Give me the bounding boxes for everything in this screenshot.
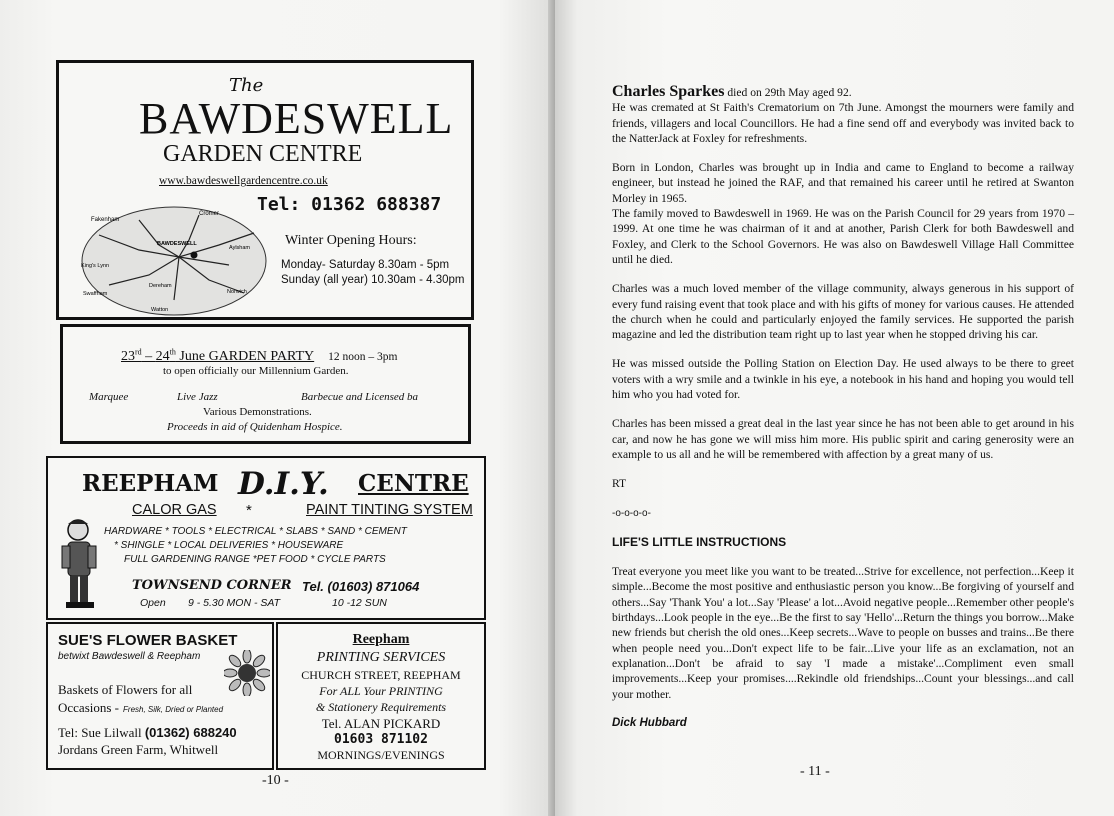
sunflower-image <box>224 650 270 696</box>
map-label: Norwich <box>227 289 247 295</box>
obituary-article <box>612 84 1074 745</box>
obituary-paragraph-1: He was cremated at St Faith's Crematorium on 7th June. Amongst the mourners were family and friends, villagers and local Councillors. He had a fine send off and everybody was invited back to the NatterJack at Foxley for refreshments. <box>612 101 1074 145</box>
diy-products-line-3: FULL GARDENING RANGE *PET FOOD * CYCLE PARTS <box>124 554 386 565</box>
diy-name-diy: D.I.Y. <box>238 466 329 502</box>
map-label: BAWDESWELL <box>157 241 197 247</box>
reepham-diy-ad <box>46 456 486 620</box>
reepham-printing-ad <box>276 622 486 770</box>
printing-hours: MORNINGS/EVENINGS <box>317 748 445 762</box>
printing-phone-number: 01603 871102 <box>334 732 428 747</box>
printing-for-all: For ALL Your PRINTING <box>319 684 443 698</box>
map-label: Fakenham <box>91 217 120 223</box>
map-label: Aylsham <box>229 245 250 251</box>
printing-title: Reepham <box>352 632 410 647</box>
printing-services: PRINTING SERVICES <box>316 650 446 665</box>
diy-telephone: Tel. (01603) 871064 <box>302 579 420 594</box>
diy-calor-gas: CALOR GAS <box>132 502 217 518</box>
obituary-paragraph-6: Charles has been missed a great deal in the last year since he has not been able to get around in his car, and now he has gone we will miss him more. His public spirit and caring generosity were an example to us all and he will be remembered with affection by a great many of us. <box>612 417 1074 461</box>
diy-open-label: Open <box>140 597 166 609</box>
ad-the: The <box>229 75 264 96</box>
diy-separator-star: * <box>246 502 252 519</box>
diy-sunday-hours: 10 -12 SUN <box>332 597 387 609</box>
party-date: 23rd – 24th June GARDEN PARTY 12 noon – 3pm <box>121 347 398 364</box>
map-label: Swaffham <box>83 291 108 297</box>
party-time: 12 noon – 3pm <box>328 350 398 363</box>
obituary-paragraph-4: Charles was a much loved member of the village community, always generous in his support of every fund raising event that took place and with his gifts of money for various causes. He attended the church when he could and particularly enjoyed the family services. He supported the parish magazine and led the distribution team right up to last year when he stopped driving his car. <box>612 282 1074 342</box>
party-jazz: Live Jazz <box>177 391 218 403</box>
page-number-left: -10 - <box>262 773 289 788</box>
diy-location: TOWNSEND CORNER <box>132 578 292 593</box>
sue-telephone: Tel: Sue Lilwall (01362) 688240 <box>58 725 237 740</box>
garden-party-notice <box>60 324 471 444</box>
ad-business-name: BAWDESWELL <box>139 94 454 143</box>
printing-contact: Tel. ALAN PICKARD <box>321 716 441 731</box>
sue-business-name: SUE'S FLOWER BASKET <box>58 632 238 649</box>
ad-telephone: Tel: 01362 688387 <box>257 194 442 215</box>
sue-address: Jordans Green Farm, Whitwell <box>58 742 219 757</box>
diy-products-line-1: HARDWARE * TOOLS * ELECTRICAL * SLABS * SAND * CEMENT <box>104 526 407 537</box>
party-proceeds: Proceeds in aid of Quidenham Hospice. <box>167 421 343 433</box>
party-purpose: to open officially our Millennium Garden. <box>163 365 349 377</box>
diy-paint-tinting: PAINT TINTING SYSTEM <box>306 502 473 518</box>
diy-weekday-hours: 9 - 5.30 MON - SAT <box>188 597 280 609</box>
sue-line-1: Baskets of Flowers for all <box>58 682 193 697</box>
obituary-paragraph-5: He was missed outside the Polling Station on Election Day. He used always to be there to greet voters with a wry smile and a twinkle in his eye, a notebook in his hand and hoping you would tell him who you had voted for. <box>612 357 1074 402</box>
printing-address: CHURCH STREET, REEPHAM <box>301 668 461 682</box>
obituary-paragraph-2: Born in London, Charles was brought up in India and came to England to become a railway engineer, but instead he joined the RAF, and that remained his career until he retired at Swanton Morley in 1965. <box>612 161 1074 205</box>
page-number-right: - 11 - <box>800 764 830 779</box>
bawdeswell-garden-centre-ad <box>56 60 474 320</box>
ad-subtitle: GARDEN CENTRE <box>163 141 363 167</box>
map-label: King's Lynn <box>81 263 110 269</box>
instructions-author: Dick Hubbard <box>612 716 687 729</box>
handyman-figure-image <box>58 516 102 612</box>
map-label: Watton <box>151 307 169 313</box>
ad-website: www.bawdeswellgardencentre.co.uk <box>159 175 328 187</box>
sues-flower-basket-ad <box>46 622 274 770</box>
author-initials: RT <box>612 477 627 491</box>
printing-stationery: & Stationery Requirements <box>315 700 447 714</box>
ad-weekday-hours: Monday- Saturday 8.30am - 5pm <box>281 259 450 271</box>
party-barbecue: Barbecue and Licensed ba <box>301 391 418 403</box>
ad-sunday-hours: Sunday (all year) 10.30am - 4.30pm <box>281 274 465 286</box>
obituary-title: Charles Sparkes <box>612 83 725 100</box>
obituary-heading <box>612 84 1074 100</box>
party-marquee: Marquee <box>89 391 129 403</box>
section-separator: -o-o-o-o- <box>612 507 651 519</box>
map-label: Cromer <box>199 211 220 217</box>
diy-products-line-2: * SHINGLE * LOCAL DELIVERIES * HOUSEWARE <box>114 540 344 551</box>
diy-name-reepham: REEPHAM <box>82 470 219 497</box>
instructions-title: LIFE'S LITTLE INSTRUCTIONS <box>612 534 787 549</box>
obituary-paragraph-3: The family moved to Bawdeswell in 1969. He was on the Parish Council for 29 years from 1970 – 1999. At one time he was chairman of it and at another, Parish Clerk for both Bawdeswell and Foxley, and Clerk to the School Governors. He was also on Bawdeswell Village Hall Committee until he died. <box>612 207 1074 266</box>
ad-winter-hours-heading: Winter Opening Hours: <box>285 233 417 248</box>
obituary-died-line: died on 29th May aged 92. <box>724 86 852 99</box>
left-page <box>0 0 555 816</box>
location-map-image <box>79 205 269 317</box>
party-demonstrations: Various Demonstrations. <box>203 406 312 418</box>
instructions-body: Treat everyone you meet like you want to be treated...Strive for excellence, not perfection...Keep it simple...Become the most positive and enthusiastic person you know...Be forgiving of yourself and others...Say 'Thank You' a lot...Say 'Please' a lot...Avoid negative people...Remember other people's birthdays...Look people in the eye...Be the first to say 'Hello'...Return the things you borrow...Make new friends but cherish the old ones...Keep secrets...Wave to people on busses and trains...Be there when people need you...Don't expect life to be fair...Live your life as an exclamation, not an explanation...Don't be afraid to say 'I made a mistake'...Compliment even small improvements...Keep your promises....Rekindle old friendships...Count your blessings...and call your mother. <box>612 565 1074 701</box>
sue-line-2: Occasions - Fresh, Silk, Dried or Planted <box>58 700 224 715</box>
diy-name-centre: CENTRE <box>358 470 469 497</box>
map-label: Dereham <box>149 283 172 289</box>
sue-location: betwixt Bawdeswell & Reepham <box>58 651 201 662</box>
